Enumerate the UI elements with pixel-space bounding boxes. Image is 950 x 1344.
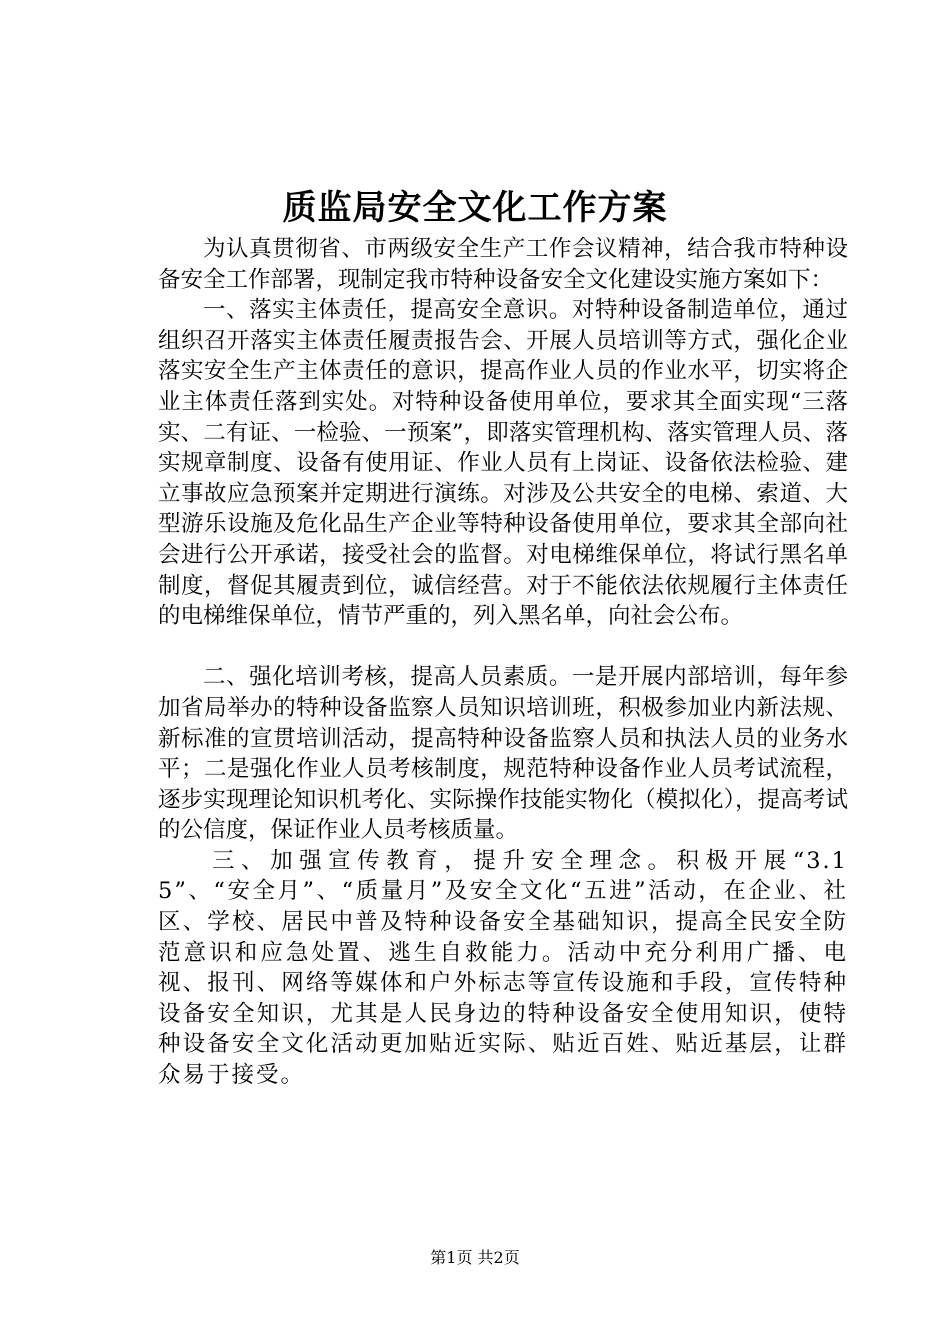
document-body xyxy=(158,234,848,1091)
section-3-paragraph: 三、加强宣传教育，提升安全理念。积极开展“3.15”、“安全月”、“质量月”及安全文化“五进”活动，在企业、社区、学校、居民中普及特种设备安全基础知识，提高全民安全防范意识和应急处置、逃生自救能力。活动中充分利用广播、电视、报刊、网络等媒体和户外标志等宣传设施和手段，宣传特种设备安全知识，尤其是人民身边的特种设备安全使用知识，使特种设备安全文化活动更加贴近实际、贴近百姓、贴近基层，让群众易于接受。 xyxy=(158,847,848,1089)
document-title: 质监局安全文化工作方案 xyxy=(282,188,668,228)
paragraph-gap xyxy=(158,632,848,663)
intro-paragraph: 为认真贯彻省、市两级安全生产工作会议精神，结合我市特种设备安全工作部署，现制定我市特种设备安全文化建设实施方案如下： xyxy=(158,236,848,293)
section-1-paragraph: 一、落实主体责任，提高安全意识。对特种设备制造单位，通过组织召开落实主体责任履责报告会、开展人员培训等方式，强化企业落实安全生产主体责任的意识，提高作业人员的作业水平，切实将企业主体责任落到实处。对特种设备使用单位，要求其全面实现“三落实、二有证、一检验、一预案”，即落实管理机构、落实管理人员、落实规章制度、设备有使用证、作业人员有上岗证、设备依法检验、建立事故应急预案并定期进行演练。对涉及公共安全的电梯、索道、大型游乐设施及危化品生产企业等特种设备使用单位，要求其全部向社会进行公开承诺，接受社会的监督。对电梯维保单位，将试行黑名单制度，督促其履责到位，诚信经营。对于不能依法依规履行主体责任的电梯维保单位，情节严重的，列入黑名单，向社会公布。 xyxy=(158,297,848,630)
section-2-paragraph: 二、强化培训考核，提高人员素质。一是开展内部培训，每年参加省局举办的特种设备监察人员知识培训班，积极参加业内新法规、新标准的宣贯培训活动，提高特种设备监察人员和执法人员的业务水平；二是强化作业人员考核制度，规范特种设备作业人员考试流程，逐步实现理论知识机考化、实际操作技能实物化（模拟化），提高考试的公信度，保证作业人员考核质量。 xyxy=(158,664,848,844)
page-number-footer: 第1页 共2页 xyxy=(430,1248,520,1267)
